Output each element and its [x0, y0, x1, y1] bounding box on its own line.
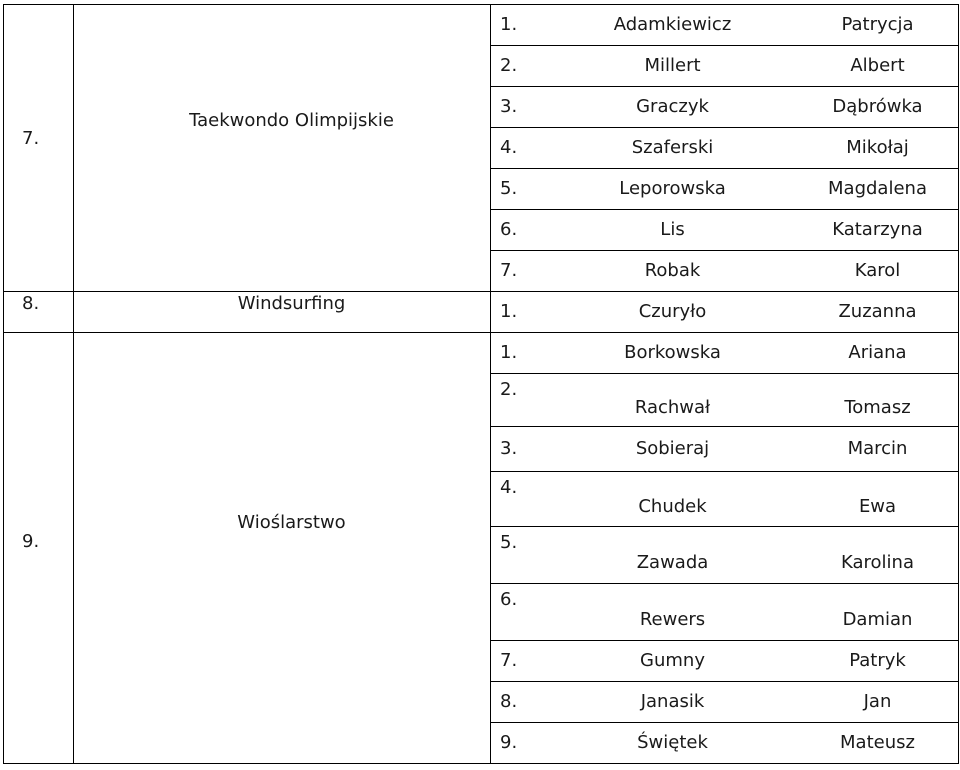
athlete-first-name: Karol: [854, 259, 901, 281]
athlete-surname: Robak: [644, 259, 701, 281]
athlete-surname: Czuryło: [638, 300, 707, 322]
table-gridline: [490, 373, 959, 374]
athlete-surname: Lis: [660, 218, 685, 240]
athlete-number: 9.: [500, 731, 518, 753]
table-gridline: [490, 168, 959, 169]
athlete-number: 4.: [500, 477, 518, 498]
athlete-number: 1.: [500, 13, 518, 35]
athlete-number: 1.: [500, 341, 518, 363]
table-gridline: [490, 681, 959, 682]
athlete-surname: Chudek: [638, 495, 707, 517]
table-gridline: [490, 4, 491, 764]
athlete-surname: Gumny: [640, 649, 705, 671]
athlete-surname: Sobieraj: [635, 437, 710, 459]
athlete-first-name: Damian: [842, 608, 913, 630]
athlete-first-name: Mateusz: [840, 731, 915, 753]
table-gridline: [490, 426, 959, 427]
athlete-number: 7.: [500, 259, 518, 281]
athlete-number: 5.: [500, 532, 518, 553]
athlete-first-name: Patrycja: [841, 13, 914, 35]
athlete-number: 6.: [500, 589, 518, 610]
athlete-number: 6.: [500, 218, 518, 240]
athlete-surname: Rewers: [639, 608, 706, 630]
table-gridline: [73, 4, 74, 764]
athlete-surname: Rachwał: [634, 396, 711, 418]
athlete-number: 3.: [500, 437, 518, 459]
table-gridline: [490, 640, 959, 641]
group-number: 9.: [22, 531, 40, 552]
athlete-first-name: Tomasz: [844, 396, 911, 418]
athlete-first-name: Marcin: [847, 437, 908, 459]
athlete-first-name: Mikołaj: [846, 136, 909, 158]
group-number: 8.: [22, 293, 40, 314]
athlete-first-name: Zuzanna: [838, 300, 917, 322]
table-gridline: [490, 86, 959, 87]
sport-name: Windsurfing: [237, 293, 346, 314]
table-gridline: [490, 127, 959, 128]
athlete-number: 5.: [500, 177, 518, 199]
athlete-first-name: Ewa: [858, 495, 897, 517]
table-gridline: [3, 763, 959, 764]
table-gridline: [958, 4, 959, 764]
athlete-first-name: Magdalena: [828, 177, 927, 199]
athlete-surname: Janasik: [640, 690, 705, 712]
athlete-surname: Graczyk: [636, 95, 709, 117]
athlete-surname: Leporowska: [619, 177, 726, 199]
athlete-first-name: Ariana: [848, 341, 907, 363]
athlete-first-name: Dąbrówka: [832, 95, 923, 117]
table-gridline: [3, 4, 4, 764]
athlete-first-name: Jan: [863, 690, 892, 712]
athlete-number: 8.: [500, 690, 518, 712]
table-gridline: [3, 291, 959, 292]
athlete-number: 2.: [500, 54, 518, 76]
athlete-surname: Zawada: [636, 551, 709, 573]
athlete-number: 1.: [500, 300, 518, 322]
athlete-surname: Adamkiewicz: [613, 13, 732, 35]
table-gridline: [3, 332, 959, 333]
athlete-first-name: Karolina: [841, 551, 914, 573]
athlete-surname: Szaferski: [631, 136, 714, 158]
table-gridline: [490, 471, 959, 472]
table-gridline: [490, 722, 959, 723]
sport-name: Wioślarstwo: [237, 512, 346, 533]
athlete-number: 3.: [500, 95, 518, 117]
table-gridline: [490, 583, 959, 584]
athlete-first-name: Patryk: [849, 649, 906, 671]
athlete-surname: Millert: [644, 54, 701, 76]
sport-name: Taekwondo Olimpijskie: [189, 110, 394, 131]
athlete-surname: Świętek: [637, 731, 708, 753]
athlete-number: 7.: [500, 649, 518, 671]
athlete-first-name: Albert: [850, 54, 905, 76]
group-number: 7.: [22, 128, 40, 149]
table-gridline: [3, 4, 959, 5]
table-gridline: [490, 209, 959, 210]
athlete-number: 2.: [500, 379, 518, 400]
athlete-number: 4.: [500, 136, 518, 158]
table-gridline: [490, 526, 959, 527]
athlete-surname: Borkowska: [624, 341, 721, 363]
athlete-first-name: Katarzyna: [832, 218, 923, 240]
table-gridline: [490, 250, 959, 251]
table-gridline: [490, 45, 959, 46]
